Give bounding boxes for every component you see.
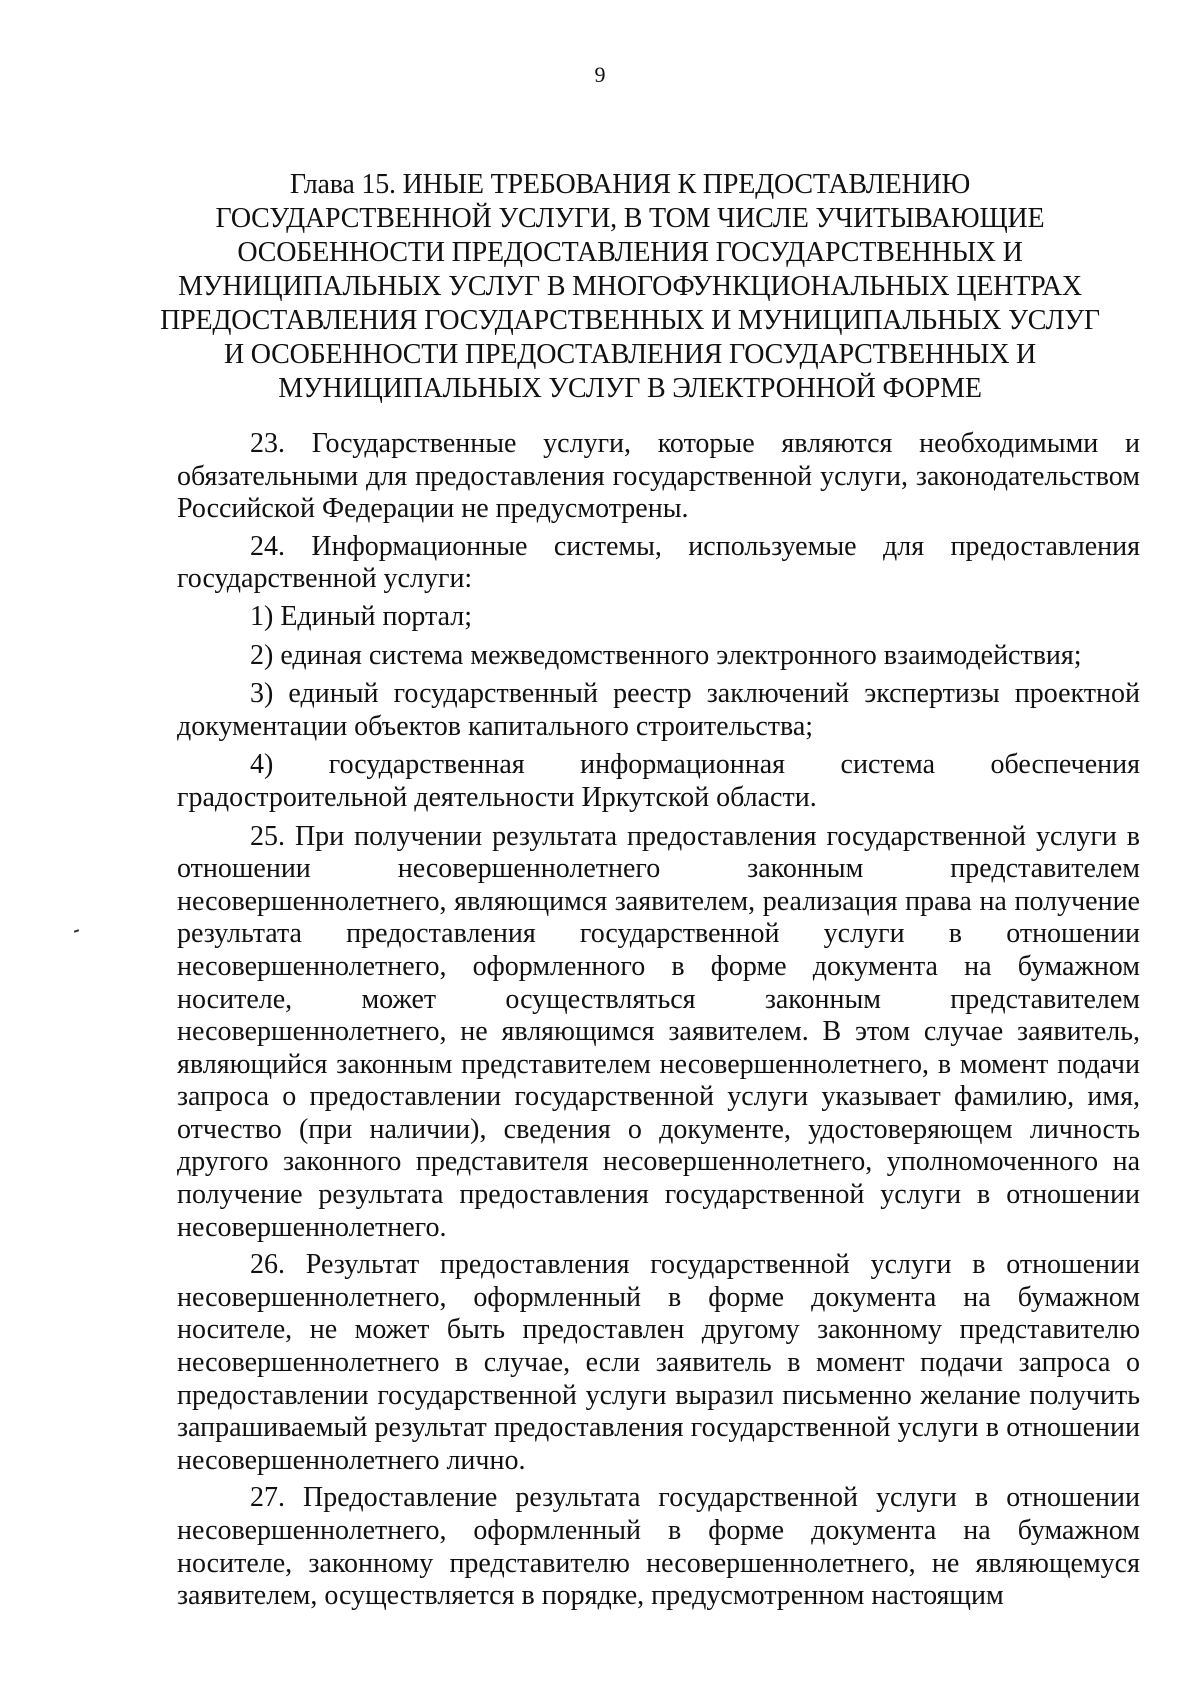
- paragraph-25: 25. При получении результата предоставления государственной услуги в отношении несовершеннолетнего законным представителем несовершеннолетнего, являющимся заявителем, реализация права на получение результата предоставления государственной услуги в отношении несовершеннолетнего, оформленного в форме документа на бумажном носителе, может осуществляться законным представителем несовершеннолетнего, не являющимся заявителем. В этом случае заявитель, являющийся законным представителем несовершеннолетнего, в момент подачи запроса о предоставлении государственной услуги указывает фамилию, имя, отчество (при наличии), сведения о документе, удостоверяющем личность другого законного представителя несовершеннолетнего, уполномоченного на получение результата предоставления государственной услуги в отношении несовершеннолетнего.: [177, 820, 1140, 1243]
- list-item-24-3: 3) единый государственный реестр заключений экспертизы проектной документации объектов капитального строительства;: [177, 678, 1140, 742]
- list-item-24-1: 1) Единый портал;: [250, 600, 473, 632]
- paragraph-23: 23. Государственные услуги, которые являются необходимыми и обязательными для предоставления государственной услуги, законодательством Российской Федерации не предусмотрены.: [177, 428, 1140, 525]
- scan-speck: [74, 929, 79, 933]
- paragraph-26: 26. Результат предоставления государственной услуги в отношении несовершеннолетнего, оформленный в форме документа на бумажном носителе, не может быть предоставлен другому законному представителю несовершеннолетнего в случае, если заявитель в момент подачи запроса о предоставлении государственной услуги выразил письменно желание получить запрашиваемый результат предоставления государственной услуги в отношении несовершеннолетнего лично.: [177, 1249, 1140, 1476]
- paragraph-24: 24. Информационные системы, используемые для предоставления государственной услуги:: [177, 530, 1140, 595]
- chapter-heading: Глава 15. ИНЫЕ ТРЕБОВАНИЯ К ПРЕДОСТАВЛЕНИЮ ГОСУДАРСТВЕННОЙ УСЛУГИ, В ТОМ ЧИСЛЕ УЧИТЫВАЮЩИЕ ОСОБЕННОСТИ ПРЕДОСТАВЛЕНИЯ ГОСУДАРСТВЕННЫХ И МУНИЦИПАЛЬНЫХ УСЛУГ В МНОГОФУНКЦИОНАЛЬНЫХ ЦЕНТРАХ ПРЕДОСТАВЛЕНИЯ ГОСУДАРСТВЕННЫХ И МУНИЦИПАЛЬНЫХ УСЛУГ И ОСОБЕННОСТИ ПРЕДОСТАВЛЕНИЯ ГОСУДАРСТВЕННЫХ И МУНИЦИПАЛЬНЫХ УСЛУГ В ЭЛЕКТРОННОЙ ФОРМЕ: [160, 169, 1100, 404]
- paragraph-27: 27. Предоставление результата государственной услуги в отношении несовершеннолетнего, оформленный в форме документа на бумажном носителе, законному представителю несовершеннолетнего, не являющемуся заявителем, осуществляется в порядке, предусмотренном настоящим: [177, 1482, 1140, 1612]
- page-number: 9: [594, 62, 606, 87]
- document-body: [177, 428, 1140, 1618]
- list-item-24-4: 4) государственная информационная система обеспечения градостроительной деятельности Иркутской области.: [177, 749, 1140, 813]
- list-item-24-2: 2) единая система межведомственного электронного взаимодействия;: [250, 639, 1082, 671]
